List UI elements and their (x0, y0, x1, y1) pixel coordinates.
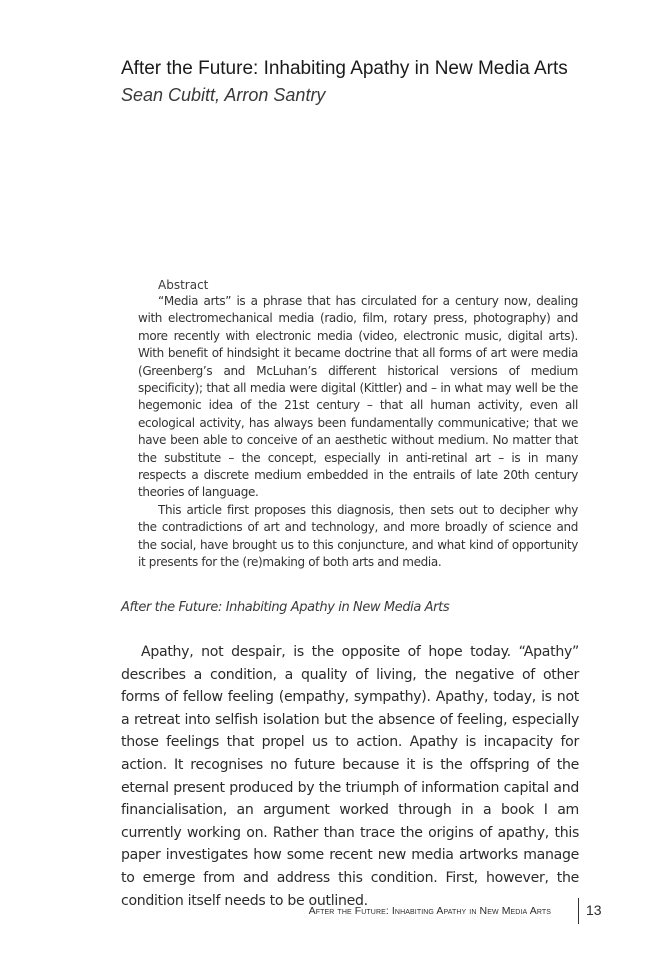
article-title: After the Future: Inhabiting Apathy in New Media Arts (121, 58, 568, 79)
body-paragraph: Apathy, not despair, is the opposite of hope today. “Apathy” describes a condition, a quality of living, the negative of other forms of fellow feeling (empathy, sympathy). Apathy, today, is not a retreat into selfish isolation but the absence of feeling, especially those feelings that propel us to action. Apathy is incapacity for action. It recognises no future because it is the offspring of the eternal present produced by the triumph of information capital and financialisation, an argument worked through in a book I am currently working on. Rather than trace the origins of apathy, this paper investigates how some recent new media artworks manage to emerge from and address this condition. First, however, the condition itself needs to be outlined. (121, 644, 579, 909)
abstract-heading: Abstract (158, 278, 209, 292)
article-authors: Sean Cubitt, Arron Santry (121, 85, 326, 105)
page-number: 13 (586, 902, 602, 918)
abstract-body (138, 293, 578, 572)
folio-divider (578, 898, 579, 924)
section-heading: After the Future: Inhabiting Apathy in New Media Arts (121, 600, 450, 615)
abstract-paragraph: “Media arts” is a phrase that has circulated for a century now, dealing with electromechanical media (radio, film, rotary press, photography) and more recently with electronic media (video, electronic music, digital arts). With benefit of hindsight it became doctrine that all forms of art were media (Greenberg’s and McLuhan’s different historical versions of medium specificity); that all media were digital (Kittler) and – in what may well be the hegemonic idea of the 21st century – that all human activity, even all ecological activity, has always been fundamentally communicative; that we have been able to conceive of an aesthetic without medium. No matter that the substitute – the concept, especially in anti-retinal art – is in many respects a discrete medium embedded in the entrails of late 20th century theories of language. (138, 294, 578, 500)
abstract-paragraph: This article first proposes this diagnosis, then sets out to decipher why the contradictions of art and technology, and more broadly of science and the social, have brought us to this conjuncture, and what kind of opportunity it presents for the (re)making of both arts and media. (138, 502, 578, 570)
running-head: After the Future: Inhabiting Apathy in New Media Arts (308, 905, 551, 917)
body-text (121, 641, 579, 912)
